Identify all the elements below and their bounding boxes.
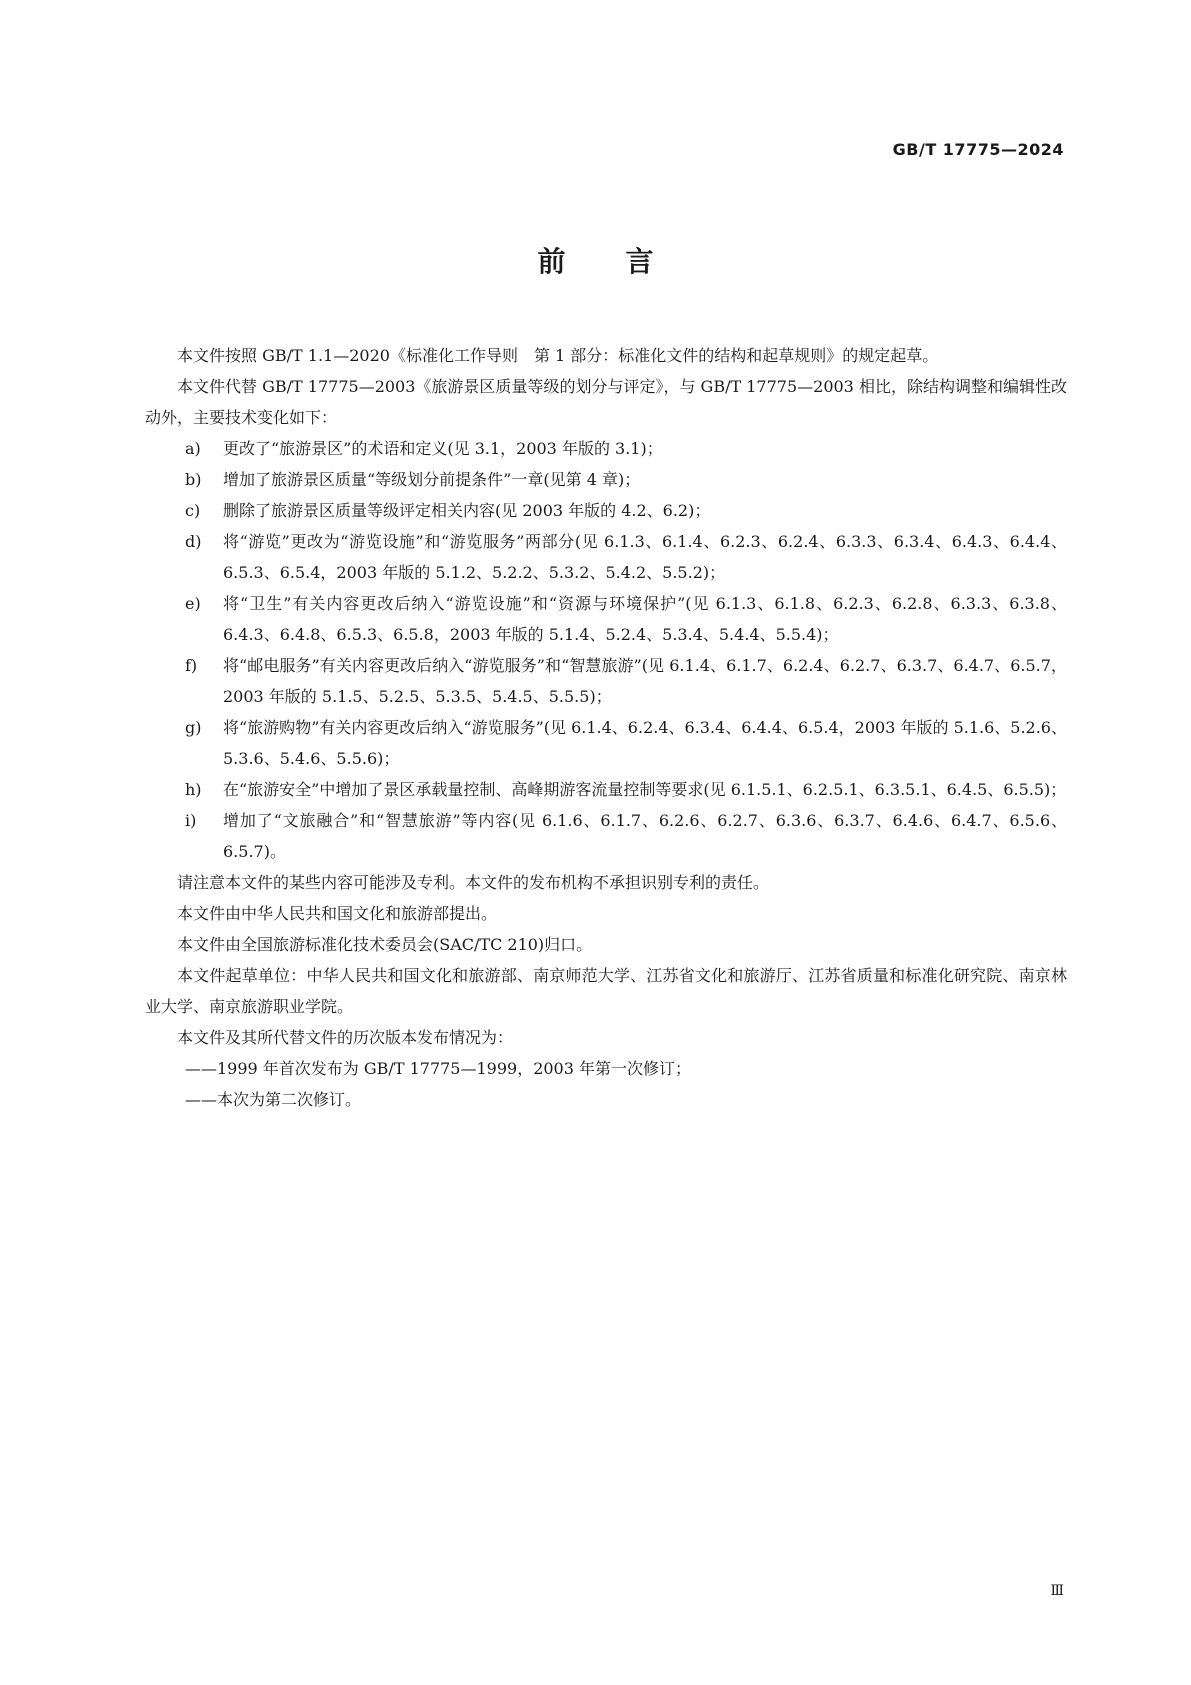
list-item <box>145 712 1067 774</box>
paragraph-drafting-units: 本文件起草单位：中华人民共和国文化和旅游部、南京师范大学、江苏省文化和旅游厅、江苏省质量和标准化研究院、南京林业大学、南京旅游职业学院。 <box>145 966 1067 1016</box>
list-item-label: b) <box>185 470 202 489</box>
list-item <box>145 464 1067 495</box>
list-item-text: 将“卫生”有关内容更改后纳入“游览设施”和“资源与环境保护”(见 6.1.3、6.1.8、6.2.3、6.2.8、6.3.3、6.3.8、6.4.3、6.4.8、6.5.3、6.5.8，2003 年版的 5.1.4、5.2.4、5.3.4、5.4.4、5.5.4)； <box>223 594 1067 644</box>
paragraph-patent-notice: 请注意本文件的某些内容可能涉及专利。本文件的发布机构不承担识别专利的责任。 <box>177 873 770 892</box>
list-item <box>145 805 1067 867</box>
paragraph-version-history: 本文件及其所代替文件的历次版本发布情况为： <box>177 1028 514 1047</box>
list-item-text: 在“旅游安全”中增加了景区承载量控制、高峰期游客流量控制等要求(见 6.1.5.1、6.2.5.1、6.3.5.1、6.4.5、6.5.5)； <box>223 780 1067 799</box>
standard-code: GB/T 17775—2024 <box>892 140 1064 159</box>
list-item <box>145 650 1067 712</box>
foreword-body <box>145 340 1067 1115</box>
page-title: 前言 <box>537 245 714 278</box>
list-item-text: 将“游览”更改为“游览设施”和“游览服务”两部分(见 6.1.3、6.1.4、6.2.3、6.2.4、6.3.3、6.3.4、6.4.3、6.4.4、6.5.3、6.5.4，2003 年版的 5.1.2、5.2.2、5.3.2、5.4.2、5.5.2)； <box>223 532 1067 582</box>
list-item-text: 增加了旅游景区质量“等级划分前提条件”一章(见第 4 章)； <box>223 470 641 489</box>
list-item-text: 删除了旅游景区质量等级评定相关内容(见 2003 年版的 4.2、6.2)； <box>223 501 711 520</box>
paragraph-technical-committee: 本文件由全国旅游标准化技术委员会(SAC/TC 210)归口。 <box>177 935 593 954</box>
paragraph-drafting-rules: 本文件按照 GB/T 1.1—2020《标准化工作导则 第 1 部分：标准化文件的结构和起草规则》的规定起草。 <box>177 346 939 365</box>
list-item-text: 更改了“旅游景区”的术语和定义(见 3.1，2003 年版的 3.1)； <box>223 439 663 458</box>
list-item-label: a) <box>185 439 201 458</box>
page-number: Ⅲ <box>1050 1583 1064 1599</box>
list-item <box>145 495 1067 526</box>
list-item-label: e) <box>185 594 201 613</box>
history-item: ——1999 年首次发布为 GB/T 17775—1999，2003 年第一次修订； <box>185 1059 692 1078</box>
list-item <box>145 526 1067 588</box>
list-item-text: 将“邮电服务”有关内容更改后纳入“游览服务”和“智慧旅游”(见 6.1.4、6.1.7、6.2.4、6.2.7、6.3.7、6.4.7、6.5.7，2003 年版的 5.1.5、5.2.5、5.3.5、5.4.5、5.5.5)； <box>223 656 1067 706</box>
list-item-label: f) <box>185 656 198 675</box>
list-item <box>145 588 1067 650</box>
paragraph-proposer: 本文件由中华人民共和国文化和旅游部提出。 <box>177 904 498 923</box>
list-item-text: 增加了“文旅融合”和“智慧旅游”等内容(见 6.1.6、6.1.7、6.2.6、6.2.7、6.3.6、6.3.7、6.4.6、6.4.7、6.5.6、6.5.7)。 <box>223 811 1067 861</box>
list-item-label: c) <box>185 501 201 520</box>
list-item-label: h) <box>185 780 202 799</box>
paragraph-replacement: 本文件代替 GB/T 17775—2003《旅游景区质量等级的划分与评定》，与 GB/T 17775—2003 相比，除结构调整和编辑性改动外，主要技术变化如下： <box>145 377 1067 427</box>
list-item-label: i) <box>185 811 197 830</box>
list-item <box>145 774 1067 805</box>
list-item <box>145 433 1067 464</box>
list-item-label: g) <box>185 718 202 737</box>
history-item: ——本次为第二次修订。 <box>185 1090 362 1109</box>
list-item-text: 将“旅游购物”有关内容更改后纳入“游览服务”(见 6.1.4、6.2.4、6.3.4、6.4.4、6.5.4，2003 年版的 5.1.6、5.2.6、5.3.6、5.4.6、5.5.6)； <box>223 718 1067 768</box>
list-item-label: d) <box>185 532 202 551</box>
